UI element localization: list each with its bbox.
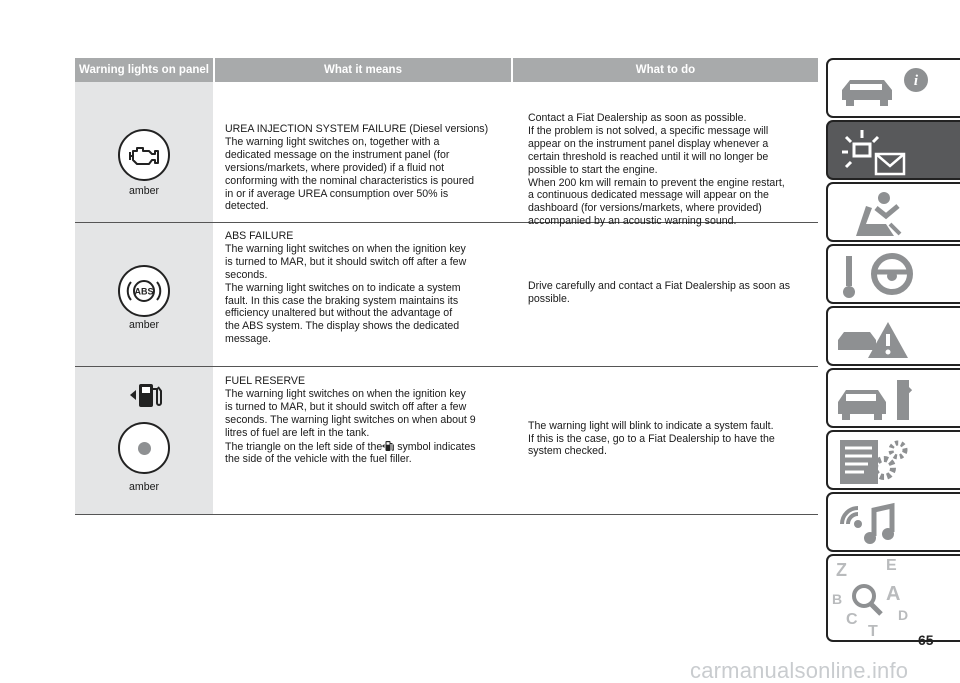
table-header	[75, 58, 818, 82]
car-info-icon	[828, 60, 960, 118]
page-number: 65	[918, 632, 934, 648]
lamp-cell	[75, 223, 213, 366]
technical-data-icon	[828, 432, 960, 490]
tab-safety[interactable]	[826, 182, 960, 242]
lamp-color-caption: amber	[128, 319, 160, 331]
car-accident-icon	[828, 308, 960, 366]
fuel-pump-icon	[128, 380, 162, 415]
table-row	[75, 367, 818, 515]
fuel-pump-inline-icon	[382, 440, 394, 452]
key-steering-wheel-icon	[828, 246, 960, 304]
action-cell	[518, 82, 818, 228]
warning-lights-table	[75, 58, 818, 515]
meaning-text-part2: symbol indicates the side of the vehicle with the fuel filler.	[225, 440, 476, 466]
action-cell	[518, 223, 818, 366]
index-letter: B	[832, 591, 843, 607]
lamp-color-caption: amber	[128, 481, 160, 493]
action-text: Drive carefully and contact a Fiat Dealership as soon as possible.	[528, 280, 791, 305]
tab-emergency[interactable]	[826, 306, 960, 366]
action-cell	[518, 367, 818, 514]
tab-index[interactable]	[826, 554, 960, 642]
engine-icon	[118, 129, 170, 181]
lamp-dot	[138, 442, 151, 455]
meaning-cell	[213, 82, 518, 222]
meaning-cell	[213, 367, 518, 514]
multimedia-icon	[828, 494, 960, 552]
header-what-it-means: What it means	[215, 58, 511, 82]
tab-starting-driving[interactable]	[826, 244, 960, 304]
index-letter: C	[846, 611, 858, 628]
action-text: Contact a Fiat Dealership as soon as possible. If the problem is not solved, a specific message will appear on the instrument panel display whenever a certain threshold is reached until it will no longer be possible to start the engine. When 200 km will remain to prevent the engine restart, a continuous dedicated message will appear on the dashboard (for versions/markets, where provided) accompanied by an acoustic warning sound.	[528, 112, 785, 228]
meaning-text: ABS FAILURE The warning light switches on when the ignition key is turned to MAR, but it should switch off after a few seconds. The warning light switches on to indicate a system fault. In this case the braking system maintains its efficiency unaltered but without the advantage of the ABS system. The display shows the dedicated message.	[225, 230, 467, 346]
airbag-seat-icon	[828, 184, 960, 242]
meaning-text	[225, 375, 516, 466]
tab-technical-data[interactable]	[826, 430, 960, 490]
index-letter: T	[868, 623, 878, 640]
svg-text:i: i	[913, 73, 919, 89]
action-text: The warning light will blink to indicate a system fault. If this is the case, go to a Fiat Dealership to have the system checked.	[528, 419, 775, 458]
header-what-to-do: What to do	[513, 58, 818, 82]
table-row	[75, 82, 818, 228]
index-letter: A	[886, 583, 901, 605]
tab-servicing[interactable]	[826, 368, 960, 428]
meaning-text-part1: FUEL RESERVE The warning light switches on when the ignition key is turned to MAR, but it should switch off after a few seconds. The warning light switches on when about 9 litres of fuel are left in the tank. The triangle on the left side of the	[225, 375, 476, 453]
header-warning-lights: Warning lights on panel	[75, 58, 213, 82]
tab-car-info[interactable]	[826, 58, 960, 118]
alphabetical-index-icon	[828, 556, 960, 642]
index-letter: Z	[836, 560, 847, 580]
tab-multimedia[interactable]	[826, 492, 960, 552]
table-row	[75, 223, 818, 367]
index-letter: E	[886, 557, 897, 574]
watermark: carmanualsonline.info	[690, 658, 909, 683]
tab-warning-lights[interactable]	[826, 120, 960, 180]
warning-light-message-icon	[828, 122, 960, 180]
lamp-cell	[75, 82, 213, 222]
abs-label: ABS	[134, 286, 154, 297]
lamp-color-caption: amber	[128, 185, 160, 197]
fuel-reserve-lamp	[118, 422, 170, 474]
abs-icon	[118, 265, 170, 317]
car-maintenance-icon	[828, 370, 960, 428]
index-letter: D	[898, 607, 909, 623]
meaning-cell	[213, 223, 518, 366]
lamp-cell	[75, 367, 213, 514]
meaning-text: UREA INJECTION SYSTEM FAILURE (Diesel versions) The warning light switches on, together with a dedicated message on the instrument panel (for versions/markets, where provided) if a fluid not conforming with the nominal characteristics is poured in or if average UREA consumption over 50% is detected.	[225, 123, 489, 213]
